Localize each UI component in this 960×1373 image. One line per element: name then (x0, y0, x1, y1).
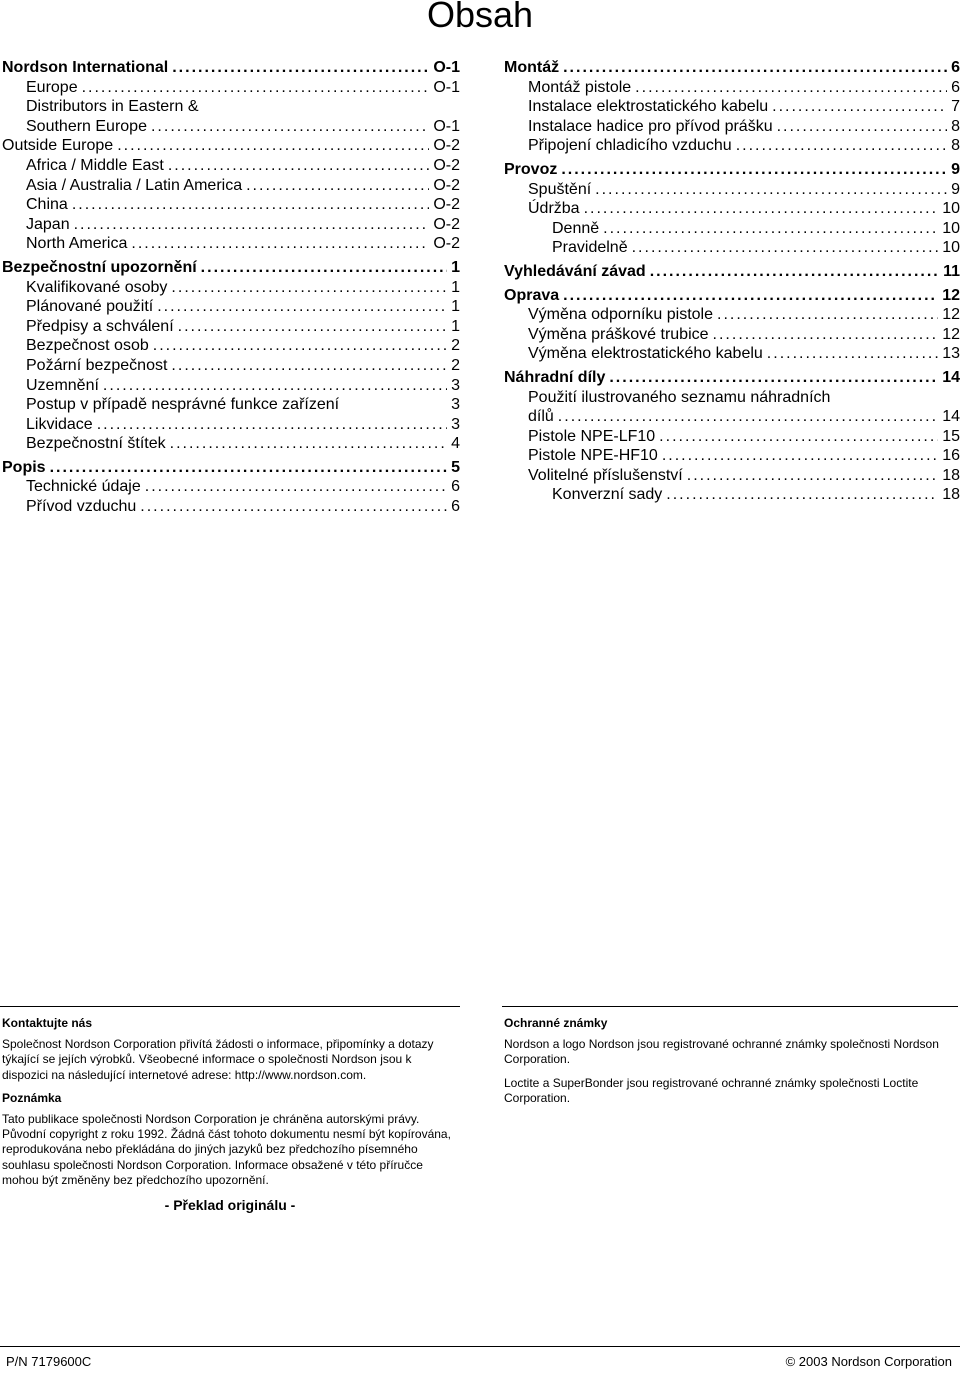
toc-entry-page: 3 (451, 396, 460, 414)
toc-dot-leader (683, 466, 938, 486)
toc-entry-title: Plánované použití (26, 298, 154, 316)
toc-entry-title: Výměna elektrostatického kabelu (528, 345, 763, 363)
toc-entry-title: Montáž pistole (528, 78, 632, 96)
toc-entry[interactable] (504, 238, 960, 258)
toc-dot-leader (127, 234, 429, 254)
toc-dot-leader (141, 477, 447, 497)
note-text: Tato publikace společnosti Nordson Corporation je chráněna autorskými právy. Původní copyright z roku 1992. Žádná část tohoto dokumentu nesmí být kopírována, reprodukována nebo překládána do jiných jazyků bez předchozího písemného souhlasu společnosti Nordson Corporation. Informace obsažené v této příručce mohou být změněny bez předchozího upozornění. (2, 1112, 451, 1187)
toc-entry-page: 14 (942, 368, 960, 386)
toc-entry[interactable] (2, 395, 460, 415)
toc-entry-page: 8 (951, 137, 960, 155)
trademarks-text-1: Nordson a logo Nordson jsou registrované ochranné známky společnosti Nordson Corporation. (504, 1037, 939, 1067)
toc-dot-leader (78, 78, 430, 98)
toc-entry-title: Předpisy a schválení (26, 317, 174, 335)
toc-dot-leader (591, 180, 947, 200)
toc-entry-title: Kvalifikované osoby (26, 278, 168, 296)
toc-entry-page: 14 (942, 408, 960, 426)
toc-dot-leader (93, 415, 447, 435)
toc-entry-title: Technické údaje (26, 478, 141, 496)
toc-dot-leader (164, 156, 430, 176)
toc-entry-title: Bezpečnostní upozornění (2, 258, 197, 276)
toc-entry-page: 18 (942, 466, 960, 484)
toc-entry-page: 6 (451, 478, 460, 496)
contact-box (2, 1016, 458, 1213)
toc-entry[interactable] (2, 136, 460, 156)
toc-entry[interactable] (2, 376, 460, 396)
toc-entry[interactable] (504, 58, 960, 78)
toc-entry-page: 13 (942, 345, 960, 363)
toc-entry[interactable] (2, 234, 460, 254)
toc-entry-title: Japan (26, 215, 70, 233)
toc-entry[interactable] (2, 317, 460, 337)
note-heading: Poznámka (2, 1090, 62, 1105)
toc-dot-leader (580, 199, 939, 219)
toc-entry-page: 12 (942, 306, 960, 324)
toc-entry-page: 10 (942, 219, 960, 237)
toc-entry-title: Instalace hadice pro přívod prášku (528, 117, 773, 135)
toc-entry-title: Volitelné příslušenství (528, 466, 683, 484)
toc-entry-title: Náhradní díly (504, 368, 606, 386)
contact-text: Společnost Nordson Corporation přivítá žádosti o informace, připomínky a dotazy týkající se jejích výrobků. Všeobecné informace o společnosti Nordson jsou k dispozici na následující internetové adrese: http://www.nordson.com. (2, 1037, 434, 1082)
toc-entry-page: O-2 (433, 215, 460, 233)
toc-entry-title: Konverzní sady (552, 486, 663, 504)
toc-entry-title: Outside Europe (2, 137, 114, 155)
toc-entry[interactable] (504, 407, 960, 427)
toc-entry[interactable] (504, 286, 960, 306)
toc-entry-title: Instalace elektrostatického kabelu (528, 98, 769, 116)
toc-entry-page: 6 (951, 78, 960, 96)
toc-entry-title: Pravidelně (552, 239, 628, 257)
toc-dot-leader (658, 446, 938, 466)
toc-dot-leader (167, 356, 447, 376)
toc-entry[interactable] (2, 477, 460, 497)
toc-entry-page: 8 (951, 117, 960, 135)
page-title: Obsah (426, 0, 534, 35)
toc-entry-title: Popis (2, 458, 46, 476)
copyright: © 2003 Nordson Corporation (785, 1354, 952, 1369)
toc-entry[interactable] (504, 117, 960, 137)
toc-entry[interactable] (2, 336, 460, 356)
toc-entry[interactable] (504, 160, 960, 180)
toc-entry-page: 9 (951, 160, 960, 178)
toc-entry-title: Provoz (504, 160, 558, 178)
trademarks-rule (502, 1006, 958, 1007)
toc-right-column (504, 58, 960, 505)
toc-entry-page: 11 (943, 262, 960, 280)
trademarks-text-2: Loctite a SuperBonder jsou registrované ochranné známky společnosti Loctite Corporation. (504, 1075, 919, 1105)
toc-entry-title: Europe (26, 78, 78, 96)
toc-entry-title: Výměna odporníku pistole (528, 306, 713, 324)
toc-entry-title: Africa / Middle East (26, 156, 164, 174)
toc-entry-page: 10 (942, 239, 960, 257)
toc-dot-leader (153, 297, 447, 317)
toc-entry-page: 3 (451, 376, 460, 394)
toc-dot-leader (174, 317, 447, 337)
toc-dot-leader (166, 434, 447, 454)
toc-dot-leader (713, 305, 938, 325)
toc-dot-leader (655, 427, 938, 447)
toc-dot-leader (68, 195, 430, 215)
toc-entry-title: Bezpečnost osob (26, 337, 149, 355)
toc-entry-page: 4 (451, 435, 460, 453)
toc-entry-title: Southern Europe (26, 117, 147, 135)
toc-entry-page: 2 (451, 337, 460, 355)
toc-entry[interactable] (504, 305, 960, 325)
toc-dot-leader (99, 376, 447, 396)
toc-entry[interactable] (2, 58, 460, 78)
toc-entry[interactable] (504, 136, 960, 156)
toc-entry[interactable] (2, 97, 460, 117)
toc-dot-leader (70, 215, 430, 235)
toc-entry-page: O-2 (433, 137, 460, 155)
toc-entry-page: 1 (451, 278, 460, 296)
toc-entry-title: Vyhledávání závad (504, 262, 646, 280)
toc-entry-title: Montáž (504, 59, 560, 76)
toc-dot-leader (197, 258, 447, 278)
toc-entry-title: Likvidace (26, 415, 93, 433)
toc-entry[interactable] (504, 199, 960, 219)
toc-entry-title: Požární bezpečnost (26, 356, 168, 374)
toc-entry[interactable] (504, 368, 960, 388)
translation-note: - Překlad originálu - (164, 1197, 296, 1214)
toc-entry-title: Výměna práškové trubice (528, 325, 709, 343)
footer-rule (0, 1346, 960, 1347)
toc-entry[interactable] (2, 434, 460, 454)
toc-dot-leader (113, 136, 429, 156)
toc-entry[interactable] (2, 117, 460, 137)
toc-entry-page: O-2 (433, 196, 460, 214)
toc-dot-leader (773, 117, 948, 137)
toc-entry-page: 18 (942, 486, 960, 504)
toc-entry[interactable] (504, 219, 960, 239)
toc-entry-title: Distributors in Eastern & (26, 98, 199, 116)
toc-entry-page: 1 (451, 317, 460, 335)
toc-dot-leader (559, 286, 938, 306)
toc-entry-title: Přívod vzduchu (26, 498, 137, 516)
toc-entry-page: 1 (451, 298, 460, 316)
toc-entry-page: 7 (951, 98, 960, 116)
toc-dot-leader (559, 58, 947, 78)
toc-dot-leader (709, 325, 939, 345)
toc-entry[interactable] (2, 278, 460, 298)
toc-entry-page: 1 (451, 258, 460, 276)
toc-entry[interactable] (504, 97, 960, 117)
toc-dot-leader (631, 78, 947, 98)
toc-entry-title: Připojení chladicího vzduchu (528, 137, 732, 155)
toc-entry[interactable] (504, 485, 960, 505)
toc-entry[interactable] (2, 497, 460, 517)
toc-entry-page: O-1 (433, 59, 460, 76)
toc-entry-title: Denně (552, 219, 600, 237)
toc-dot-leader (46, 458, 448, 478)
toc-entry[interactable] (2, 415, 460, 435)
toc-dot-leader (763, 344, 938, 364)
toc-entry-page: 16 (942, 447, 960, 465)
toc-entry[interactable] (2, 458, 460, 478)
toc-entry-page: 6 (951, 59, 960, 76)
part-number: P/N 7179600C (6, 1354, 92, 1369)
toc-entry-title: Postup v případě nesprávné funkce zařízení (26, 396, 340, 414)
toc-entry-page: 6 (451, 498, 460, 516)
toc-entry[interactable] (2, 78, 460, 98)
toc-entry-title: Pistole NPE-LF10 (528, 427, 656, 445)
toc-entry[interactable] (504, 427, 960, 447)
toc-entry[interactable] (504, 388, 960, 408)
toc-entry[interactable] (504, 180, 960, 200)
toc-dot-leader (599, 219, 938, 239)
toc-entry-title: Údržba (528, 200, 580, 218)
toc-entry[interactable] (504, 262, 960, 282)
toc-entry-title: China (26, 196, 68, 214)
toc-entry-title: dílů (528, 408, 554, 426)
toc-entry-page: O-1 (433, 78, 460, 96)
toc-entry[interactable] (504, 344, 960, 364)
toc-entry-title: Spuštění (528, 180, 592, 198)
trademarks-box (504, 1016, 954, 1114)
toc-entry-title: North America (26, 235, 128, 253)
trademarks-heading: Ochranné známky (504, 1016, 608, 1030)
toc-entry[interactable] (2, 156, 460, 176)
toc-entry-page: 12 (942, 286, 960, 304)
toc-entry-page: O-1 (433, 117, 460, 135)
toc-entry[interactable] (2, 258, 460, 278)
toc-left-column (2, 58, 460, 517)
toc-entry[interactable] (2, 176, 460, 196)
toc-entry-title: Uzemnění (26, 376, 99, 394)
toc-dot-leader (136, 497, 447, 517)
toc-entry-page: 2 (451, 356, 460, 374)
toc-entry-page: 5 (451, 458, 460, 476)
toc-dot-leader (557, 160, 947, 180)
toc-entry-page: O-2 (433, 156, 460, 174)
toc-entry-title: Použití ilustrovaného seznamu náhradních (528, 388, 831, 406)
toc-entry-title: Pistole NPE-HF10 (528, 447, 658, 465)
toc-entry[interactable] (504, 466, 960, 486)
toc-entry-page: 3 (451, 415, 460, 433)
toc-entry-page: 15 (942, 427, 960, 445)
toc-entry-title: Asia / Australia / Latin America (26, 176, 243, 194)
toc-entry-page: O-2 (433, 176, 460, 194)
toc-entry[interactable] (2, 215, 460, 235)
toc-dot-leader (167, 278, 447, 298)
toc-entry-page: O-2 (433, 235, 460, 253)
toc-dot-leader (168, 58, 429, 78)
toc-entry-title: Nordson International (2, 59, 169, 76)
toc-entry-page: 10 (942, 200, 960, 218)
toc-dot-leader (605, 368, 938, 388)
toc-entry-title: Oprava (504, 286, 560, 304)
toc-entry[interactable] (504, 78, 960, 98)
toc-entry-title: Bezpečnostní štítek (26, 435, 166, 453)
toc-dot-leader (628, 238, 939, 258)
toc-entry[interactable] (2, 356, 460, 376)
toc-dot-leader (662, 485, 938, 505)
toc-dot-leader (732, 136, 947, 156)
toc-dot-leader (147, 117, 429, 137)
toc-dot-leader (149, 336, 447, 356)
toc-entry-page: 12 (942, 325, 960, 343)
toc-dot-leader (554, 407, 938, 427)
toc-dot-leader (646, 262, 939, 282)
contact-rule (0, 1006, 460, 1007)
toc-entry[interactable] (2, 297, 460, 317)
toc-entry[interactable] (504, 446, 960, 466)
toc-dot-leader (768, 97, 947, 117)
toc-entry-page: 9 (951, 180, 960, 198)
toc-entry[interactable] (2, 195, 460, 215)
toc-entry[interactable] (504, 325, 960, 345)
contact-heading: Kontaktujte nás (2, 1016, 93, 1030)
toc-dot-leader (242, 176, 429, 196)
